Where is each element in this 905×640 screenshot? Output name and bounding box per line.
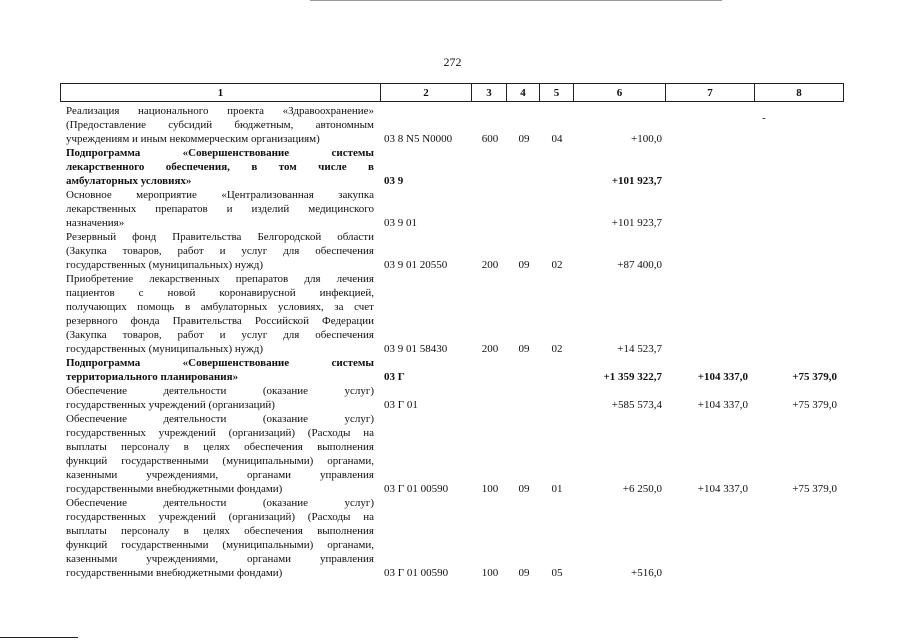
description-line: выплаты персоналу в целях обеспечения выполнения (66, 525, 374, 537)
row-description (66, 188, 374, 230)
row-description (66, 412, 374, 496)
bottom-rule (0, 637, 78, 638)
row-description (66, 356, 374, 384)
cell-code: 03 Г (384, 371, 405, 383)
description-line: казенными учреждениями, органами управления (66, 469, 374, 481)
cell-col6: +87 400,0 (617, 259, 662, 271)
row-description (66, 230, 374, 272)
page-number: 272 (443, 55, 462, 69)
cell-code: 03 Г 01 00590 (384, 567, 449, 579)
cell-code: 03 9 01 58430 (384, 343, 448, 355)
description-line: назначения» (66, 217, 125, 229)
row-description (66, 384, 374, 412)
description-line: государственными внебюджетными фондами) (66, 567, 283, 579)
table-header (60, 83, 844, 102)
cell-vr: 200 (481, 259, 499, 271)
description-line: функций государственными (муниципальными) органами, (66, 455, 374, 467)
description-line: Реализация национального проекта «Здравоохранение» (66, 105, 374, 117)
description-line: территориального планирования» (66, 371, 239, 383)
header-col-4: 4 (507, 84, 540, 101)
cell-pr: 01 (551, 483, 563, 495)
description-line: государственных учреждений (организаций) (66, 399, 275, 411)
cell-rz: 09 (518, 343, 530, 355)
row-description (66, 496, 374, 580)
description-line: пациентов с новой коронавирусной инфекцией, (66, 287, 374, 299)
cell-col6: +100,0 (631, 133, 662, 145)
cell-rz: 09 (518, 259, 530, 271)
cell-vr: 200 (481, 343, 499, 355)
cell-rz: 09 (518, 483, 530, 495)
description-line: Подпрограмма «Совершенствование системы (66, 147, 374, 159)
cell-rz: 09 (518, 133, 530, 145)
description-line: функций государственными (муниципальными) органами, (66, 539, 374, 551)
cell-col6: +585 573,4 (611, 399, 662, 411)
description-line: резервного фонда Правительства Российской Федерации (66, 315, 374, 327)
cell-col8: +75 379,0 (792, 483, 837, 495)
description-line: государственных учреждений (организаций) (Расходы на (66, 427, 374, 439)
description-line: Резервный фонд Правительства Белгородской области (66, 231, 374, 243)
header-col-3: 3 (472, 84, 507, 101)
cell-vr: 100 (481, 483, 499, 495)
description-line: Подпрограмма «Совершенствование системы (66, 357, 374, 369)
description-line: лекарственного обеспечения, в том числе в (66, 161, 374, 173)
cell-code: 03 9 (384, 175, 404, 187)
header-col-8: 8 (796, 86, 802, 99)
cell-col6: +14 523,7 (617, 343, 662, 355)
description-line: (Закупка товаров, работ и услуг для обеспечения (66, 329, 374, 341)
cell-code: 03 9 01 20550 (384, 259, 448, 271)
cell-pr: 02 (551, 259, 563, 271)
cell-pr: 05 (551, 567, 563, 579)
cell-col7: +104 337,0 (697, 371, 748, 383)
description-line: государственных (муниципальных) нужд) (66, 259, 263, 271)
description-line: Обеспечение деятельности (оказание услуг) (66, 497, 374, 509)
cell-pr: 02 (551, 343, 563, 355)
description-line: (Закупка товаров, работ и услуг для обеспечения (66, 245, 374, 257)
cell-col6: +101 923,7 (611, 175, 662, 187)
description-line: Обеспечение деятельности (оказание услуг) (66, 385, 374, 397)
description-line: амбулаторных условиях» (66, 175, 192, 187)
description-line: Обеспечение деятельности (оказание услуг) (66, 413, 374, 425)
header-col-7: 7 (666, 84, 755, 101)
description-line: выплаты персоналу в целях обеспечения выполнения (66, 441, 374, 453)
cell-col8: +75 379,0 (792, 371, 837, 383)
cell-code: 03 Г 01 00590 (384, 483, 449, 495)
stray-mark: - (762, 112, 766, 124)
cell-col8: +75 379,0 (792, 399, 837, 411)
header-col-1: 1 (61, 84, 381, 101)
header-col-2: 2 (381, 84, 472, 101)
row-description (66, 272, 374, 356)
description-line: получающих помощь в амбулаторных условиях, за счет (66, 301, 374, 313)
cell-pr: 04 (551, 133, 563, 145)
row-description (66, 104, 374, 146)
description-line: лекарственных препаратов и изделий медицинского (66, 203, 374, 215)
cell-col6: +6 250,0 (622, 483, 662, 495)
row-description (66, 146, 374, 188)
description-line: государственных (муниципальных) нужд) (66, 343, 263, 355)
cell-col6: +516,0 (631, 567, 662, 579)
description-line: Приобретение лекарственных препаратов для лечения (66, 273, 374, 285)
header-col-6: 6 (574, 84, 666, 101)
cell-vr: 100 (481, 567, 499, 579)
cell-code: 03 8 N5 N0000 (384, 133, 453, 145)
cell-col6: +101 923,7 (611, 217, 662, 229)
cell-col7: +104 337,0 (697, 399, 748, 411)
cell-vr: 600 (481, 133, 499, 145)
cell-col6: +1 359 322,7 (603, 371, 662, 383)
cell-rz: 09 (518, 567, 530, 579)
header-col-5: 5 (540, 84, 574, 101)
description-line: (Предоставление субсидий бюджетным, автономным (66, 119, 374, 131)
cell-code: 03 Г 01 (384, 399, 418, 411)
description-line: казенными учреждениями, органами управления (66, 553, 374, 565)
top-rule (310, 0, 722, 1)
description-line: Основное мероприятие «Централизованная закупка (66, 189, 374, 201)
cell-code: 03 9 01 (384, 217, 417, 229)
description-line: учреждениям и иным некоммерческим организациям) (66, 133, 320, 145)
cell-col7: +104 337,0 (697, 483, 748, 495)
description-line: государственных учреждений (организаций) (Расходы на (66, 511, 374, 523)
description-line: государственными внебюджетными фондами) (66, 483, 283, 495)
